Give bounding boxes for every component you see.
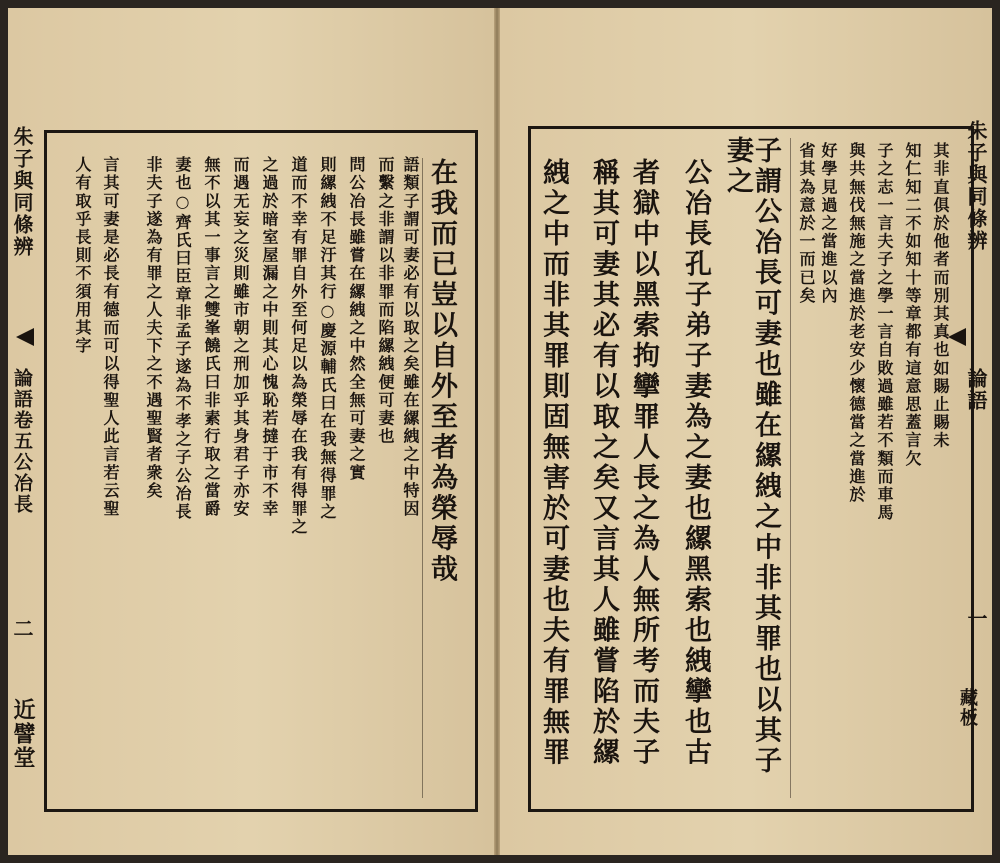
book-spread bbox=[8, 8, 992, 855]
left-col-3: 而繫之非謂以非罪而陷縲絏便可妻也 bbox=[376, 156, 395, 446]
right-col-4: 與共無伐無施之當進於老安少懷德當之當進於 bbox=[847, 142, 866, 504]
left-col-10: 妻也○齊氏曰臣章非孟子遂為不孝之子公冶長 bbox=[173, 156, 192, 521]
left-col-5: 則縲絏不足汙其行○慶源輔氏曰在我無得罪之 bbox=[318, 156, 337, 521]
right-page bbox=[500, 8, 992, 855]
left-page-heading: 朱子與同條辨 bbox=[10, 126, 34, 258]
column-rule bbox=[790, 138, 791, 798]
right-col-10: 者獄中以黑索拘攣罪人長之為人無所考而夫子 bbox=[628, 158, 659, 768]
left-col-12: 言其可妻是必長有德而可以得聖人此言若云聖 bbox=[101, 156, 120, 518]
right-col-6: 省其為意於一而已矣 bbox=[797, 142, 816, 305]
left-col-1: 在我而已豈以自外至者為榮辱哉 bbox=[426, 158, 457, 585]
right-col-11: 稱其可妻其必有以取之矣又言其人雖嘗陷於縲 bbox=[588, 158, 619, 768]
right-col-7: 子謂公冶長可妻也雖在縲絏之中非其罪也以其子 bbox=[750, 136, 781, 777]
right-page-heading: 朱子與同條辨 bbox=[964, 120, 988, 252]
left-col-2: 語類子謂可妻必有以取之矣雖在縲絏之中特因 bbox=[401, 156, 420, 518]
left-col-9: 無不以其一事言之雙峯饒氏曰非素行取之當爵 bbox=[202, 156, 221, 518]
left-col-6: 道而不幸有罪自外至何足以為榮辱在我有得罪之 bbox=[289, 156, 308, 537]
left-page-subtitle: 論語卷五公冶長 bbox=[11, 368, 33, 515]
right-col-9: 公冶長孔子弟子妻為之妻也縲黑索也絏攣也古 bbox=[680, 158, 711, 768]
left-col-7: 之過於暗室屋漏之中則其心愧恥若撻于市不幸 bbox=[260, 156, 279, 518]
left-col-4: 問公冶長雖嘗在縲絏之中然全無可妻之實 bbox=[347, 156, 366, 482]
right-page-subtitle: 論語 bbox=[964, 368, 988, 412]
right-page-collection-mark: 藏板 bbox=[957, 688, 978, 728]
right-col-12: 絏之中而非其罪則固無害於可妻也夫有罪無罪 bbox=[538, 158, 569, 768]
right-col-1: 其非直俱於他者而別其真也如賜止賜未 bbox=[931, 142, 950, 450]
left-col-11: 非夫子遂為有罪之人夫下之不遇聖賢者衆矣 bbox=[144, 156, 163, 500]
right-col-5: 好學見過之當進以內 bbox=[819, 142, 838, 305]
right-page-folio: 一 bbox=[964, 608, 988, 630]
left-col-8: 而遇无妄之災則雖市朝之刑加乎其身君子亦安 bbox=[231, 156, 250, 518]
right-col-2: 知仁知二不如知十等章都有這意思蓋言欠 bbox=[903, 142, 922, 468]
left-page bbox=[8, 8, 494, 855]
left-page-folio: 二 bbox=[10, 618, 34, 640]
right-col-8: 妻之 bbox=[722, 136, 753, 197]
left-page-publisher: 近譬堂 bbox=[10, 698, 36, 770]
column-rule bbox=[422, 158, 423, 798]
fish-tail-mark bbox=[948, 328, 966, 346]
fish-tail-mark bbox=[16, 328, 34, 346]
left-col-13: 人有取乎長則不須用其字 bbox=[73, 156, 92, 356]
right-col-3: 子之志一言夫子之學一言自敗過雖若不類而車馬 bbox=[875, 142, 894, 523]
